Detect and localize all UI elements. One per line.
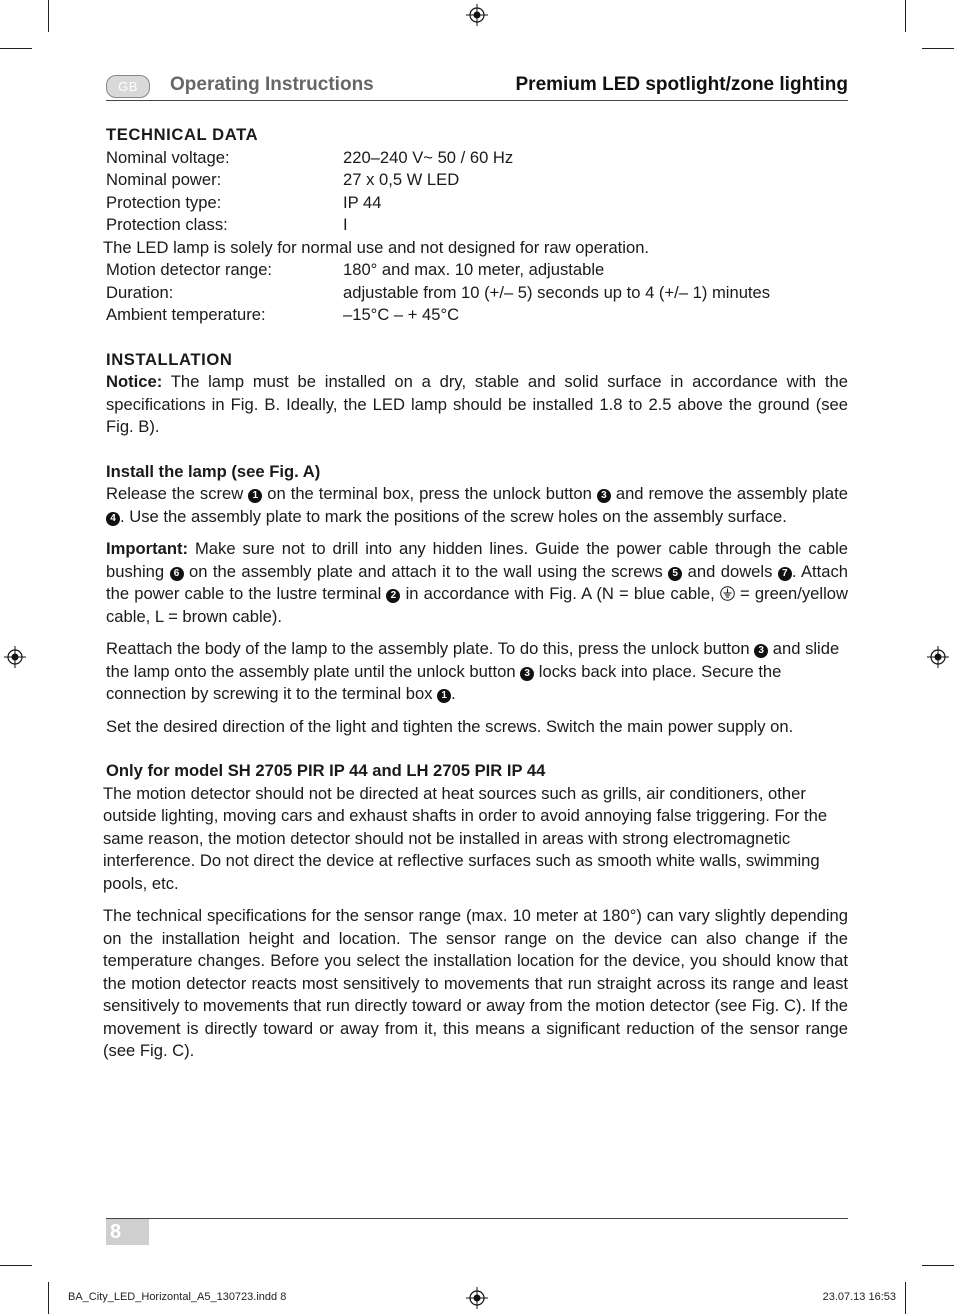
install-lamp-heading: Install the lamp (see Fig. A): [106, 461, 321, 481]
text-run: . Attach the power cable to the lustre terminal: [106, 561, 848, 603]
motion-detector-paragraph: The motion detector should not be directed at heat sources such as grills, air conditioners, other outside lighting, moving cars and exhaust shafts in order to avoid annoying false triggering. For the same reason, the motion detector should not be installed in areas with strong electromagnetic interference. Do not direct the device at reflective surfaces such as smooth white walls, swimming pools, etc.: [103, 783, 828, 893]
crop-mark: [0, 1265, 32, 1266]
spec-value: 180° and max. 10 meter, adjustable: [343, 260, 605, 279]
spec-row: [106, 304, 848, 327]
spec-value: adjustable from 10 (+/– 5) seconds up to 4 (+/– 1) minutes: [343, 282, 771, 302]
spec-row: [106, 214, 848, 237]
notice-label: Notice:: [106, 372, 163, 391]
notice-paragraph: [106, 371, 848, 439]
marker-3-icon: 3: [520, 667, 534, 681]
page-number: 8: [106, 1219, 149, 1245]
crop-mark: [905, 1282, 906, 1314]
product-title: Premium LED spotlight/zone lighting: [515, 74, 848, 95]
reattach-paragraph: [106, 638, 848, 706]
crop-mark: [48, 1282, 49, 1314]
set-direction-paragraph: Set the desired direction of the light and tighten the screws. Switch the main power supply on.: [106, 716, 794, 736]
marker-4-icon: 4: [106, 512, 120, 526]
spec-row: [106, 282, 848, 305]
spec-value: –15°C – + 45°C: [343, 305, 460, 324]
marker-1-icon: 1: [437, 689, 451, 703]
registration-mark-icon: [466, 4, 488, 26]
text-run: and dowels: [682, 561, 778, 581]
slug-date: 23.07.13 16:53: [822, 1291, 896, 1303]
text-run: on the assembly plate and attach it to the wall using the screws: [183, 561, 669, 581]
marker-3-icon: 3: [597, 489, 611, 503]
crop-mark: [905, 0, 906, 32]
crop-mark: [48, 0, 49, 32]
registration-mark-icon: [927, 646, 949, 668]
spec-row: [106, 147, 848, 170]
usage-note: The LED lamp is solely for normal use and not designed for raw operation.: [103, 237, 650, 257]
marker-6-icon: 6: [170, 567, 184, 581]
installation-heading: INSTALLATION: [106, 349, 233, 369]
important-label: Important:: [106, 539, 189, 558]
spec-value: 220–240 V~ 50 / 60 Hz: [343, 147, 514, 167]
language-badge: GB: [106, 75, 150, 98]
text-run: Release the screw: [106, 484, 249, 503]
technical-data-heading: TECHNICAL DATA: [106, 125, 259, 144]
marker-5-icon: 5: [668, 567, 682, 581]
ground-symbol-icon: [720, 586, 735, 601]
spec-value: 27 x 0,5 W LED: [343, 170, 460, 189]
registration-mark-icon: [466, 1287, 488, 1309]
page-content: [103, 124, 848, 1063]
spec-label: Motion detector range:: [106, 260, 273, 279]
spec-label: Ambient temperature:: [106, 305, 266, 324]
slug-filename: BA_City_LED_Horizontal_A5_130723.indd 8: [68, 1291, 287, 1303]
section-title: Operating Instructions: [170, 74, 374, 95]
spec-row: [106, 169, 848, 192]
notice-text: The lamp must be installed on a dry, stable and solid surface in accordance with the specifications in Fig. B. Ideally, the LED lamp should be installed 1.8 to 2.5 above the ground (see Fig. B).: [106, 372, 848, 436]
sensor-range-paragraph: The technical specifications for the sensor range (max. 10 meter at 180°) can vary slightly depending on the installation height and location. The sensor range on the device can also change if the temperature changes. Before you select the installation location for the device, you should know that the motion detector reacts most sensitively to movements that run straight across its range and least sensitively to movements that run directly toward or away from the motion detector (see Fig. C). If the movement is directly toward or away from it, this means a significant reduction of the sensor range (see Fig. C).: [103, 906, 848, 1060]
registration-mark-icon: [4, 646, 26, 668]
spec-value: I: [343, 215, 348, 234]
crop-mark: [922, 1265, 954, 1266]
spec-row: [106, 192, 848, 215]
marker-1-icon: 1: [248, 489, 262, 503]
spec-label: Nominal voltage:: [106, 147, 230, 167]
text-run: . Use the assembly plate to mark the positions of the screw holes on the assembly surface.: [120, 506, 787, 526]
release-paragraph: [106, 483, 848, 528]
crop-mark: [0, 48, 32, 49]
text-run: and slide the lamp onto the assembly plate until the unlock button: [106, 639, 840, 681]
text-run: .: [451, 684, 456, 703]
spec-label: Nominal power:: [106, 170, 222, 189]
model-heading: Only for model SH 2705 PIR IP 44 and LH 2705 PIR IP 44: [106, 761, 546, 780]
marker-3-icon: 3: [754, 644, 768, 658]
text-run: locks back into place. Secure the connection by screwing it to the terminal box: [106, 661, 782, 703]
text-run: = green/yellow cable, L = brown cable).: [106, 584, 848, 626]
spec-row: [106, 259, 848, 282]
text-run: Make sure not to drill into any hidden lines. Guide the power cable through the cable bushing: [106, 539, 848, 581]
footer-rule: [106, 1218, 848, 1219]
page-header: [106, 72, 848, 101]
important-paragraph: [106, 538, 848, 628]
spec-value: IP 44: [343, 192, 382, 212]
spec-label: Protection type:: [106, 192, 222, 212]
text-run: Reattach the body of the lamp to the assembly plate. To do this, press the unlock button: [106, 639, 755, 658]
spec-label: Duration:: [106, 282, 174, 302]
marker-2-icon: 2: [386, 589, 400, 603]
text-run: and remove the assembly plate: [610, 484, 848, 503]
marker-7-icon: 7: [778, 567, 792, 581]
spec-label: Protection class:: [106, 215, 228, 234]
text-run: on the terminal box, press the unlock button: [262, 484, 597, 503]
text-run: in accordance with Fig. A (N = blue cable,: [400, 584, 720, 603]
crop-mark: [922, 48, 954, 49]
